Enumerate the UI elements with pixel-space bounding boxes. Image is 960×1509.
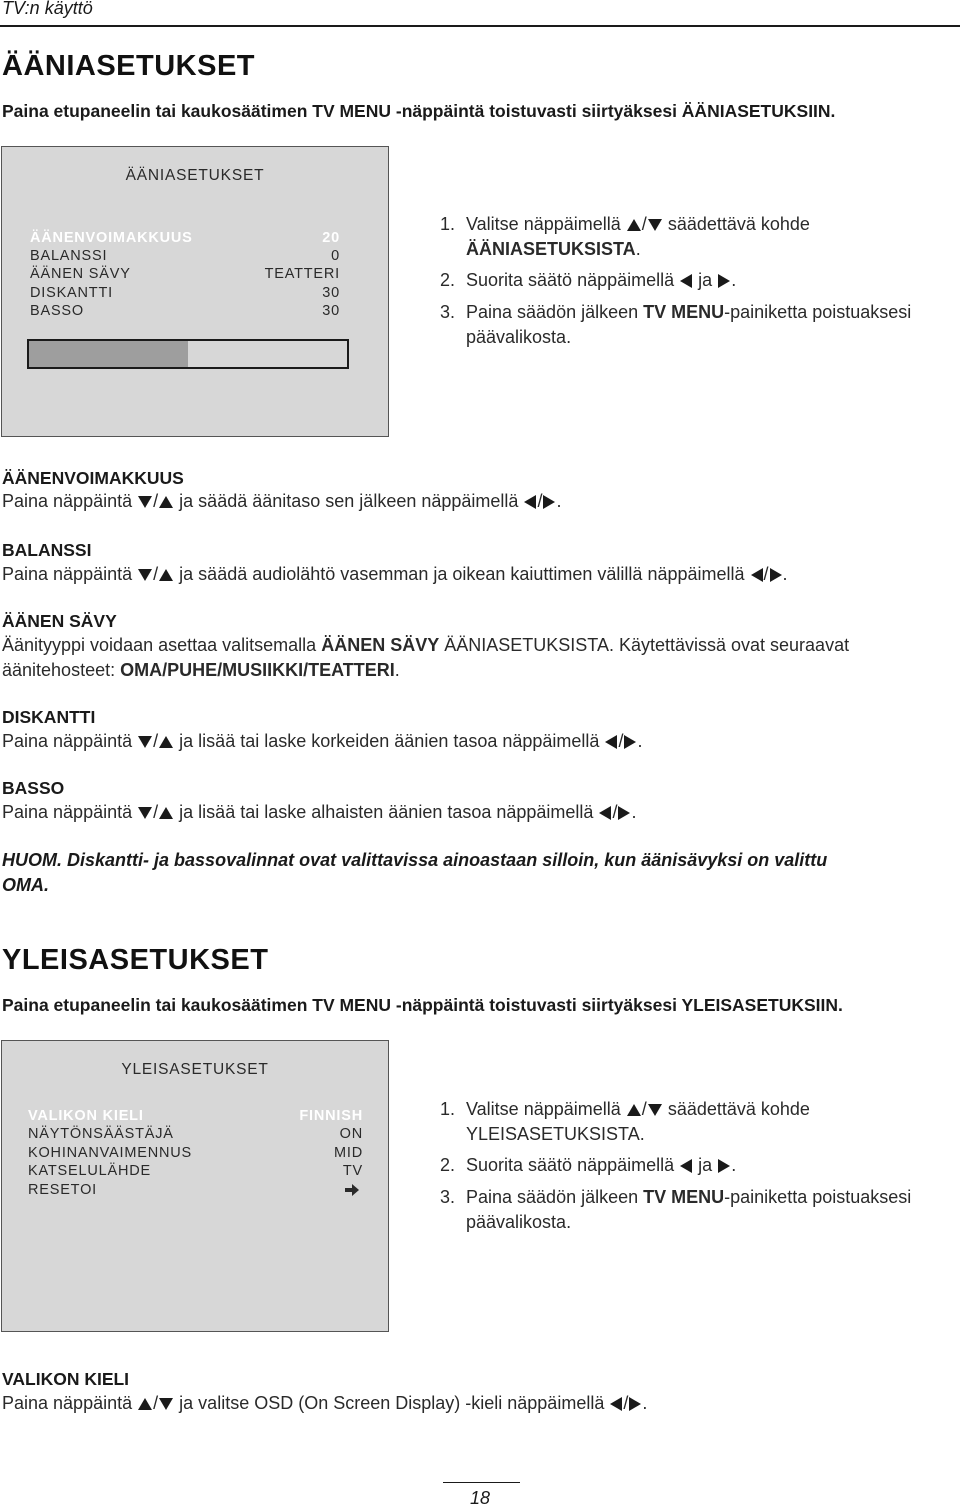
menu-language-heading: VALIKON KIELI <box>2 1369 130 1389</box>
osd-row-label: RESETOI <box>28 1182 97 1198</box>
osd-row-value: 0 <box>331 248 340 264</box>
audio-lead: Paina etupaneelin tai kaukosäätimen TV MENU -näppäintä toistuvasti siirtyäksesi ÄÄNIASETUKSIIN. <box>2 101 836 121</box>
down-arrow-icon <box>138 807 152 819</box>
text-part: Paina näppäintä <box>2 491 133 511</box>
right-arrow-icon <box>718 274 730 288</box>
osd-row-reset[interactable] <box>28 1182 363 1201</box>
step-text-strong: TV MENU <box>643 302 725 322</box>
step-text-strong: TV MENU <box>643 1187 725 1207</box>
general-title: YLEISASETUKSET <box>2 944 269 976</box>
osd-row-value: ON <box>339 1126 363 1142</box>
osd-row-menu-language[interactable] <box>28 1108 363 1127</box>
up-arrow-icon <box>138 1398 152 1410</box>
up-arrow-icon <box>627 219 641 231</box>
treble-heading: DISKANTTI <box>2 707 96 727</box>
osd-row-value: FINNISH <box>299 1108 363 1124</box>
osd-row-label: NÄYTÖNSÄÄSTÄJÄ <box>28 1126 174 1142</box>
step-number: 2. <box>440 270 456 290</box>
up-arrow-icon <box>159 736 173 748</box>
text-strong: OMA/PUHE/MUSIIKKI/TEATTERI <box>120 660 395 680</box>
osd-row-value: TEATTERI <box>264 266 340 282</box>
osd-row-treble[interactable] <box>30 285 340 304</box>
osd-row-value: TV <box>342 1163 363 1179</box>
step-text-part: Valitse näppäimellä <box>466 1099 621 1119</box>
step-text-part: Suorita säätö näppäimellä <box>466 270 675 290</box>
osd-row-balance[interactable] <box>30 248 340 267</box>
step-text-part: Valitse näppäimellä <box>466 214 621 234</box>
up-arrow-icon <box>627 1104 641 1116</box>
osd-row-tone[interactable] <box>30 266 340 285</box>
tone-text-2: äänitehosteet: OMA/PUHE/MUSIIKKI/TEATTERI. <box>2 660 400 680</box>
volume-level-bar[interactable] <box>27 339 349 369</box>
down-arrow-icon <box>138 569 152 581</box>
left-arrow-icon <box>680 274 692 288</box>
right-arrow-icon <box>624 735 636 749</box>
right-arrow-icon <box>543 495 555 509</box>
down-arrow-icon <box>138 496 152 508</box>
step-text-strong: ÄÄNIASETUKSISTA <box>466 239 636 259</box>
osd-row-label: VALIKON KIELI <box>28 1108 144 1124</box>
text-part: ja lisää tai laske alhaisten äänien tasoa näppäimellä <box>179 802 594 822</box>
text-strong: ÄÄNEN SÄVY <box>321 635 440 655</box>
step-text-part: ja <box>698 1155 713 1175</box>
note-label: HUOM. <box>2 850 62 870</box>
step-text-part: -painiketta poistuaksesi <box>724 302 912 322</box>
right-arrow-icon <box>718 1159 730 1173</box>
text-part: ja valitse OSD (On Screen Display) -kieli näppäimellä <box>179 1393 605 1413</box>
down-arrow-icon <box>138 736 152 748</box>
down-arrow-icon <box>648 1104 662 1116</box>
right-arrow-icon <box>345 1184 359 1196</box>
osd-row-view-source[interactable] <box>28 1163 363 1182</box>
osd-row-value: 30 <box>322 303 340 319</box>
left-arrow-icon <box>610 1397 622 1411</box>
osd-row-value: MID <box>334 1145 363 1161</box>
osd-row-value: 30 <box>322 285 340 301</box>
osd-row-noise-reduction[interactable] <box>28 1145 363 1164</box>
balance-heading: BALANSSI <box>2 540 92 560</box>
bass-text: Paina näppäintä / ja lisää tai laske alhaisten äänien tasoa näppäimellä / . <box>2 802 637 822</box>
left-arrow-icon <box>680 1159 692 1173</box>
step-text-part: Suorita säätö näppäimellä <box>466 1155 675 1175</box>
balance-text: Paina näppäintä / ja säädä audiolähtö vasemman ja oikean kaiuttimen välillä näppäimellä / . <box>2 564 788 584</box>
text-part: Paina näppäintä <box>2 564 133 584</box>
text-part: Paina näppäintä <box>2 802 133 822</box>
step-number: 2. <box>440 1155 456 1175</box>
step-text: Valitse näppäimellä / säädettävä kohde ÄÄNIASETUKSISTA. <box>466 214 810 259</box>
up-arrow-icon <box>159 569 173 581</box>
osd-row-label: BALANSSI <box>30 248 108 264</box>
general-osd-title: YLEISASETUKSET <box>121 1061 269 1078</box>
audio-title: ÄÄNIASETUKSET <box>2 50 256 82</box>
volume-level-fill <box>29 341 188 367</box>
audio-osd-title: ÄÄNIASETUKSET <box>125 167 265 184</box>
audio-osd-panel <box>1 146 389 437</box>
up-arrow-icon <box>159 807 173 819</box>
tone-heading: ÄÄNEN SÄVY <box>2 611 117 631</box>
step-text-part: -painiketta poistuaksesi <box>724 1187 912 1207</box>
general-osd-panel <box>1 1040 389 1332</box>
footer-rule <box>443 1482 520 1483</box>
left-arrow-icon <box>605 735 617 749</box>
step-text: Suorita säätö näppäimellä ja . <box>466 1155 737 1175</box>
step-number: 3. <box>440 1187 456 1207</box>
bass-heading: BASSO <box>2 778 65 798</box>
osd-row-label: ÄÄNEN SÄVY <box>30 266 131 282</box>
step-text: Suorita säätö näppäimellä ja . <box>466 270 737 290</box>
general-lead: Paina etupaneelin tai kaukosäätimen TV MENU -näppäintä toistuvasti siirtyäksesi YLEISASETUKSIIN. <box>2 995 843 1015</box>
volume-text: Paina näppäintä / ja säädä äänitaso sen jälkeen näppäimellä / . <box>2 491 562 511</box>
osd-row-volume[interactable] <box>30 230 340 249</box>
step-text <box>466 300 960 350</box>
step-text-part: Paina säädön jälkeen <box>466 1187 639 1207</box>
osd-row-label: KATSELULÄHDE <box>28 1163 151 1179</box>
osd-row-label: KOHINANVAIMENNUS <box>28 1145 192 1161</box>
audio-note <box>2 848 932 898</box>
step-text: Valitse näppäimellä / säädettävä kohde YLEISASETUKSISTA. <box>466 1099 810 1144</box>
text-part: ÄÄNIASETUKSISTA. Käytettävissä ovat seuraavat <box>444 635 850 655</box>
text-part: Paina näppäintä <box>2 1393 133 1413</box>
osd-row-screensaver[interactable] <box>28 1126 363 1145</box>
step-text-part: päävalikosta. <box>466 327 572 347</box>
osd-row-label: BASSO <box>30 303 84 319</box>
osd-row-label: DISKANTTI <box>30 285 113 301</box>
step-text-part: päävalikosta. <box>466 1212 572 1232</box>
left-arrow-icon <box>751 568 763 582</box>
text-part: ja lisää tai laske korkeiden äänien tasoa näppäimellä <box>179 731 600 751</box>
step-number: 1. <box>440 214 456 234</box>
osd-row-value: 20 <box>322 230 340 246</box>
text-part: ja säädä äänitaso sen jälkeen näppäimellä <box>179 491 519 511</box>
step-text <box>466 1185 960 1235</box>
step-text-part: YLEISASETUKSISTA. <box>466 1124 645 1144</box>
step-text-part: säädettävä kohde <box>667 214 810 234</box>
step-number: 3. <box>440 302 456 322</box>
osd-row-label: ÄÄNENVOIMAKKUUS <box>30 230 193 246</box>
step-text-part: ja <box>698 270 713 290</box>
treble-text: Paina näppäintä / ja lisää tai laske korkeiden äänien tasoa näppäimellä / . <box>2 731 643 751</box>
text-part: äänitehosteet: <box>2 660 116 680</box>
step-text-part: säädettävä kohde <box>667 1099 810 1119</box>
note-text: Diskantti- ja bassovalinnat ovat valittavissa ainoastaan silloin, kun äänisävyksi on valittu <box>67 850 828 870</box>
down-arrow-icon <box>159 1398 173 1410</box>
tone-text-1 <box>2 633 849 658</box>
text-part: Äänityyppi voidaan asettaa valitsemalla <box>2 635 317 655</box>
page-number: 18 <box>469 1488 491 1508</box>
note-text: OMA. <box>2 875 49 895</box>
left-arrow-icon <box>524 495 536 509</box>
volume-heading: ÄÄNENVOIMAKKUUS <box>2 468 184 488</box>
step-number: 1. <box>440 1099 456 1119</box>
right-arrow-icon <box>629 1397 641 1411</box>
left-arrow-icon <box>599 806 611 820</box>
step-text-part: Paina säädön jälkeen <box>466 302 639 322</box>
text-part: Paina näppäintä <box>2 731 133 751</box>
up-arrow-icon <box>159 496 173 508</box>
osd-row-bass[interactable] <box>30 303 340 322</box>
header-rule <box>0 25 960 27</box>
down-arrow-icon <box>648 219 662 231</box>
step-text-part: . <box>635 239 641 259</box>
right-arrow-icon <box>770 568 782 582</box>
text-part: ja säädä audiolähtö vasemman ja oikean kaiuttimen välillä näppäimellä <box>179 564 745 584</box>
right-arrow-icon <box>618 806 630 820</box>
running-header: TV:n käyttö <box>2 0 93 18</box>
menu-language-text: Paina näppäintä / ja valitse OSD (On Screen Display) -kieli näppäimellä / . <box>2 1393 648 1413</box>
